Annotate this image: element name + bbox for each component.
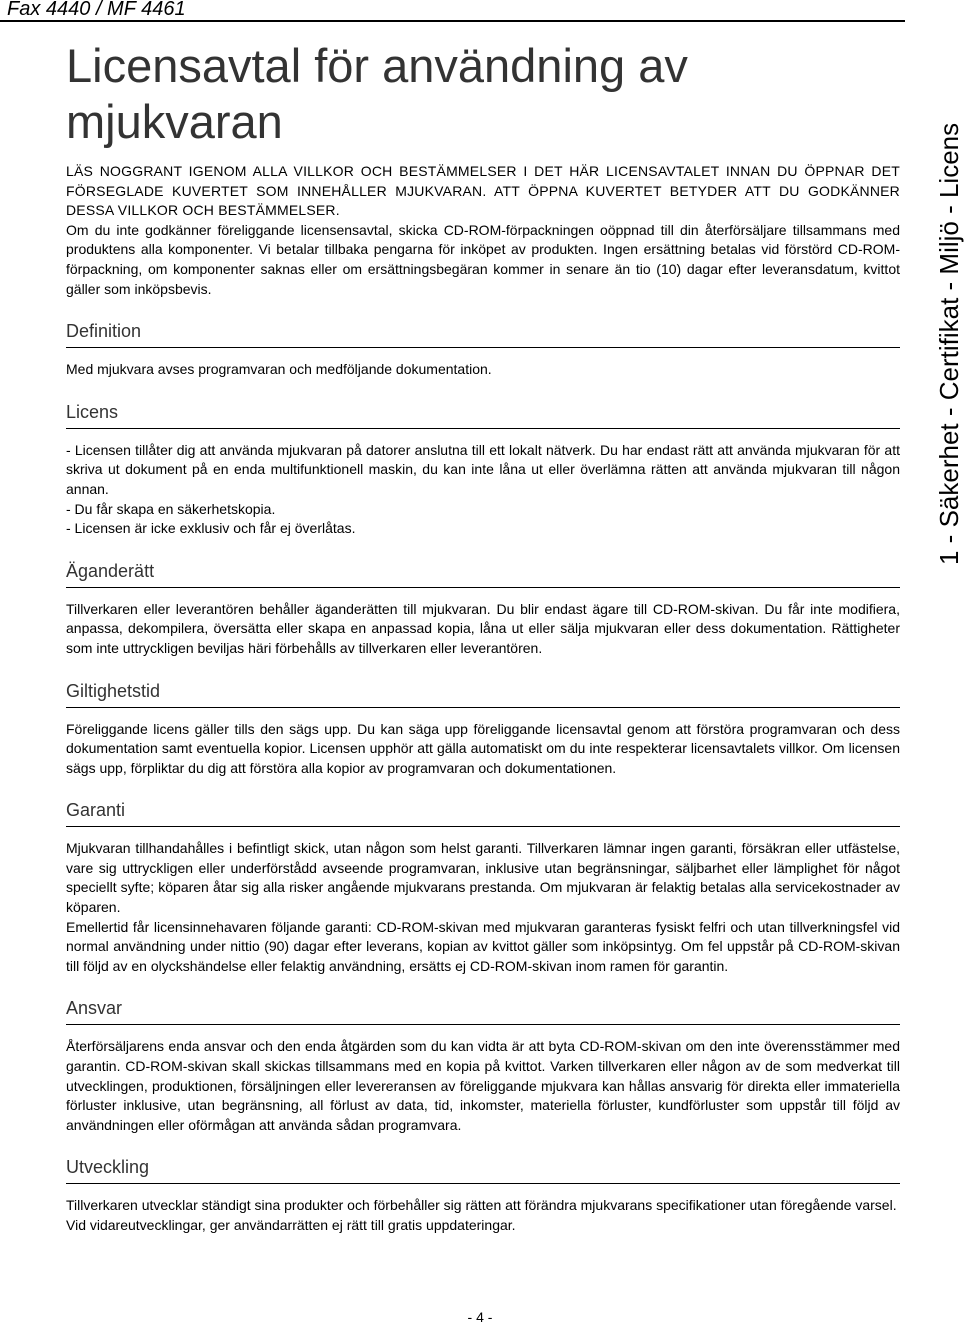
section-heading: Ansvar [66, 996, 900, 1025]
header-model: Fax 4440 / MF 4461 [7, 0, 186, 20]
document-body [66, 162, 900, 1236]
section-paragraph: Föreliggande licens gäller tills den sägs upp. Du kan säga upp föreliggande licensavtal genom att förstöra programvaran och dess dokumentation samt eventuella kopior. Licensen upphör att gälla automatiskt om du inte respekterar licensavtalets villkor. Om licensen sägs upp, förpliktar du dig att förstöra alla kopior av programvaran och dokumentationen. [66, 720, 900, 776]
section-paragraph: Återförsäljarens enda ansvar och den enda åtgärden som du kan vidta är att byta CD-ROM-skivan om den inte överensstämmer med garantin. CD-ROM-skivan skall skickas tillsammans med en kopia på kvittot. Varken tillverkaren eller någon av de som medverkat till utvecklingen, produktionen, försäljningen eller levereransen av föreliggande mjukvara kan hållas ansvarig för direkta eller immateriella förluster inklusive, utan begränsning, all förlust av data, tid, inkomster, materiella förluster, kundförluster som uppstår till följd av användningen eller oförmågan att använda sådan programvara. [66, 1038, 900, 1133]
section-giltighetstid [66, 679, 900, 779]
section-definition [66, 319, 900, 380]
section-paragraph: - Du får skapa en säkerhetskopia. [66, 500, 276, 517]
section-paragraph: Emellertid får licensinnehavaren följande garanti: CD-ROM-skivan med mjukvaran garanteras fysiskt felfri och utan tillverkningsfel vid normal användning under nittio (90) dagar efter leverans, kopian av kvittot gäller som inköpsintyg. Om fel uppstår på CD-ROM-skivan till följd av en olyckshändelse eller felaktig användning, ersätts ej CD-ROM-skivan inom ramen för garantin. [66, 918, 900, 974]
side-tab-label: 1 - Säkerhet - Certifikat - Miljö - Licens [934, 122, 964, 565]
section-paragraph: Tillverkaren utvecklar ständigt sina produkter och förbehåller sig rätten att förändra mjukvarans specifikationer utan föregående varsel. Vid vidareutvecklingar, ger användarrätten ej rätt till gratis uppdateringar. [66, 1197, 897, 1233]
section-heading: Utveckling [66, 1155, 900, 1184]
section-paragraph: - Licensen tillåter dig att använda mjukvaran på datorer anslutna till ett lokalt nätverk. Du har endast rätt att använda mjukvaran för att skriva ut dokument på en enda multifunktionell maskin, du kan inte låna ut eller överlämna rätten att använda mjukvaran till någon annan. [66, 441, 900, 497]
page-number: - 4 - [467, 1309, 493, 1325]
header-rule [0, 20, 905, 22]
section-paragraph: Mjukvaran tillhandahålles i befintligt skick, utan någon som helst garanti. Tillverkaren lämnar ingen garanti, försäkran eller utfästelse, vare sig uttryckligen eller underförstådd avseende programvaran, inklusive utan begränsningar, säljbarhet eller lämplighet för något speciellt syfte; köparen åtar sig alla risker angående mjukvarans prestanda. Om mjukvaran är felaktig betalas alla servicekostnader av köparen. [66, 840, 900, 916]
section-licens [66, 400, 900, 539]
section-heading: Giltighetstid [66, 679, 900, 708]
side-tab [908, 0, 964, 580]
section-ansvar [66, 996, 900, 1135]
section-paragraph: - Licensen är icke exklusiv och får ej överlåtas. [66, 520, 356, 537]
section-paragraph: Med mjukvara avses programvaran och medföljande dokumentation. [66, 361, 492, 378]
intro-caps-paragraph: LÄS NOGGRANT IGENOM ALLA VILLKOR OCH BESTÄMMELSER I DET HÄR LICENSAVTALET INNAN DU ÖPPNAR DET FÖRSEGLADE KUVERTET SOM INNEHÅLLER MJUKVARAN. ATT ÖPPNA KUVERTET BETYDER ATT DU GODKÄNNER DESSA VILLKOR OCH BESTÄMMELSER. [66, 163, 900, 219]
section-paragraph: Tillverkaren eller leverantören behåller äganderätten till mjukvaran. Du blir endast ägare till CD-ROM-skivan. Du får inte modifiera, anpassa, dekompilera, översätta eller skapa en anpassad kopia, låna ut eller sälja mjukvaran eller dess dokumentation. Rättigheter som inte uttryckligen beviljas häri förbehålls av tillverkaren eller leverantören. [66, 600, 900, 656]
section-heading: Licens [66, 400, 900, 429]
section-garanti [66, 798, 900, 976]
section-heading: Garanti [66, 798, 900, 827]
intro-paragraph: Om du inte godkänner föreliggande licensensavtal, skicka CD-ROM-förpackningen oöppnad till din återförsäljare tillsammans med produktens alla komponenter. Vi betalar tillbaka pengarna för inköpet av produkten. Ingen ersättning betalas vid förstörd CD-ROM-förpackning, om komponenter saknas eller om ersättningsbegäran kommer in senare än tio (10) dagar efter leveransdatum, kvittot gäller som inköpsbevis. [66, 221, 900, 297]
section-heading: Definition [66, 319, 900, 348]
section-aganderatt [66, 559, 900, 659]
section-utveckling [66, 1155, 900, 1235]
page-title: Licensavtal för användning av mjukvaran [66, 39, 688, 148]
section-heading: Äganderätt [66, 559, 900, 588]
